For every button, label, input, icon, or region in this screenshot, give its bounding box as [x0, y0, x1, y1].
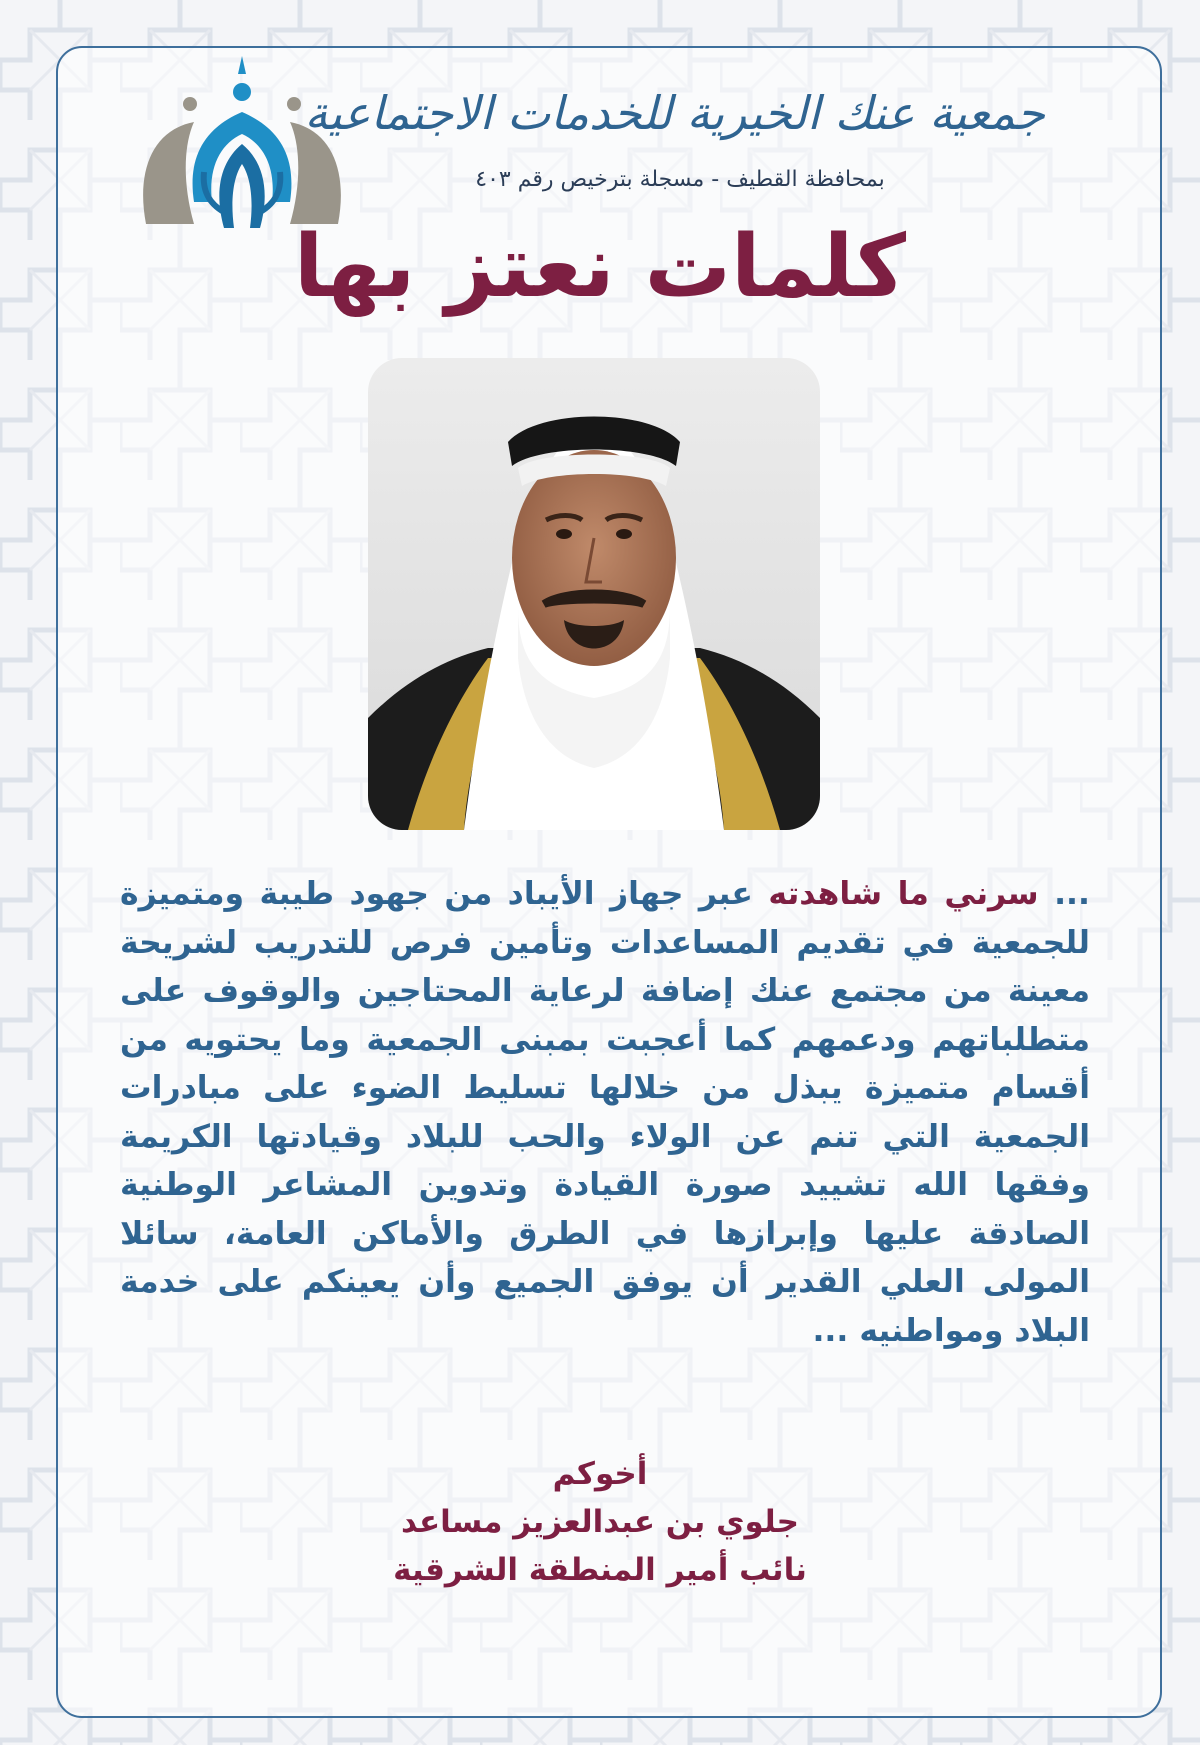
quote-highlight: سرني ما شاهدته — [768, 876, 1039, 912]
signature-title: نائب أمير المنطقة الشرقية — [393, 1552, 807, 1588]
quote-body: عبر جهاز الأيباد من جهود طيبة ومتميزة للجمعية في تقديم المساعدات وتأمين فرص للتدريب لشريحة معينة من مجتمع عنك إضافة لرعاية المحتاجين والوقوف على متطلباتهم ودعمهم كما أعجبت بمبنى الجمعية وما يحتويه من أقسام متميزة يبذل من خلالها تسليط الضوء على مبادرات الجمعية التي تنم عن الولاء والحب للبلاد وقيادتها الكريمة وفقها الله تشييد صورة القيادة وتدوين المشاعر الوطنية الصادقة عليها وإبرازها في الطرق والأماكن العامة، سائلا المولى العلي القدير أن يوفق الجميع وأن يعينكم على خدمة البلاد ومواطنيه ... — [120, 876, 1090, 1349]
portrait-photo — [368, 358, 820, 830]
signature-name: جلوي بن عبدالعزيز مساعد — [401, 1504, 799, 1540]
page-title: كلمات نعتز بها — [293, 217, 907, 317]
quote-text — [120, 870, 1090, 1390]
organization-registration: بمحافظة القطيف - مسجلة بترخيص رقم ٤٠٣ — [475, 167, 885, 192]
organization-name: جمعية عنك الخيرية للخدمات الاجتماعية — [304, 86, 1045, 140]
signature-block — [300, 1450, 900, 1620]
signature-greeting: أخوكم — [552, 1456, 648, 1492]
quote-lead: ... — [1038, 876, 1090, 912]
